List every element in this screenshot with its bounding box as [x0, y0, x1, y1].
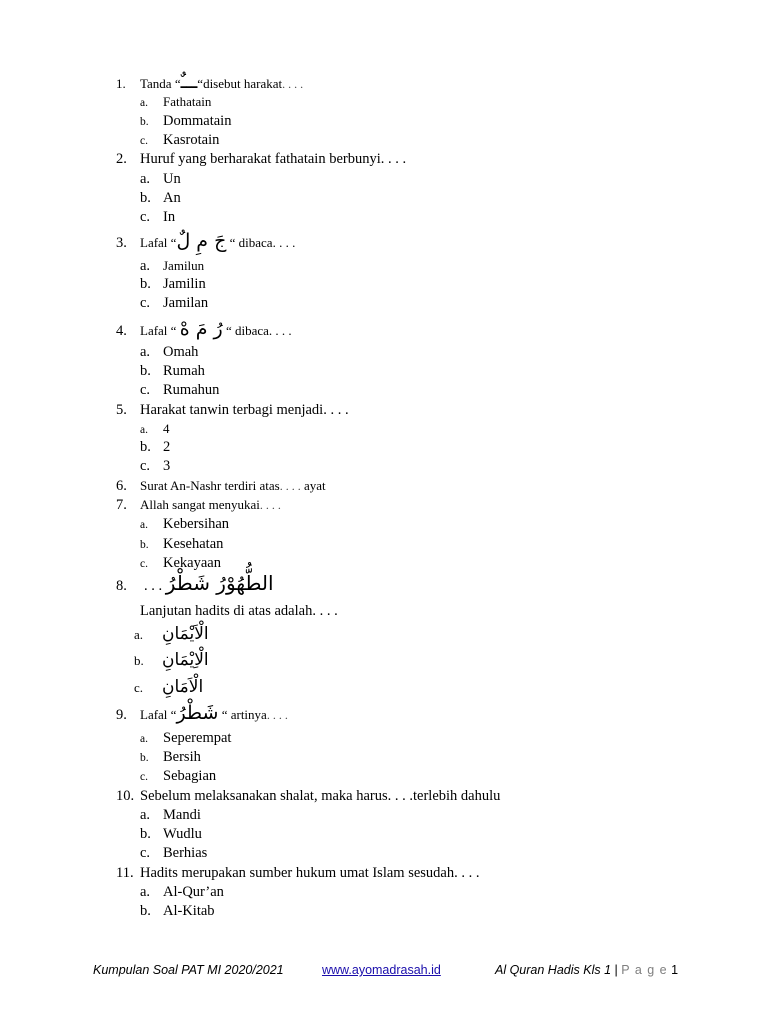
question-8-continuation: Lanjutan hadits di atas adalah. . . . [140, 603, 338, 619]
question-6 [116, 477, 326, 495]
arabic-option: الْاَمَانِ [162, 677, 204, 697]
option-letter: b. [140, 439, 151, 455]
arabic-text: الطُّهُوْرُ شَطْرُ [165, 571, 274, 595]
option-text: Jamilun [163, 258, 205, 273]
question-1 [116, 73, 303, 93]
question-7 [116, 496, 281, 514]
question-11 [116, 864, 479, 882]
option-text: Kesehatan [163, 536, 224, 552]
question-number: 3. [116, 235, 127, 251]
question-number: 8. [116, 578, 127, 594]
question-text: “ dibaca. . . . [226, 235, 296, 250]
option-text: Fathatain [163, 94, 212, 109]
option-letter: c. [140, 209, 151, 225]
option-8b [134, 647, 209, 674]
option-letter: b. [140, 190, 151, 206]
option-text: Al-Kitab [163, 903, 215, 919]
question-text: Sebelum melaksanakan shalat, maka harus. . . .terlebih dahulu [140, 788, 501, 804]
footer-subject: Al Quran Hadis Kls 1 [495, 963, 612, 977]
option-letter: c. [140, 845, 151, 861]
question-10 [116, 787, 500, 805]
option-10c [140, 844, 207, 862]
option-letter: a. [140, 344, 151, 360]
footer-page-label: P a g e [621, 963, 668, 977]
question-text: Lafal “ [140, 707, 177, 722]
option-text: Mandi [163, 807, 201, 823]
option-letter: b. [140, 116, 149, 128]
question-8 [116, 571, 274, 595]
option-text: Dommatain [163, 113, 232, 129]
option-letter: a. [140, 807, 151, 823]
arabic-option: الْاَيْمَانِ [162, 624, 209, 644]
option-letter: a. [140, 424, 148, 436]
option-text: In [163, 209, 176, 225]
question-number: 1. [116, 76, 126, 91]
option-9a [140, 729, 231, 748]
option-letter: b. [140, 363, 151, 379]
option-5b [140, 438, 170, 456]
question-number: 10. [116, 788, 135, 804]
question-number: 7. [116, 497, 127, 513]
question-text: Huruf yang berharakat fathatain berbunyi. . . . [140, 151, 407, 167]
question-number: 6. [116, 478, 127, 494]
option-letter: b. [140, 826, 151, 842]
option-text: Rumahun [163, 382, 220, 398]
option-letter: b. [134, 653, 144, 668]
question-text: Allah sangat menyukai [140, 497, 260, 512]
option-letter: b. [140, 276, 151, 292]
option-letter: b. [140, 539, 149, 551]
option-letter: a. [140, 519, 148, 531]
option-text: Rumah [163, 363, 205, 379]
arabic-option: الْاِيْمَانِ [162, 650, 209, 670]
arabic-text: رُ مَ هْ [179, 318, 223, 340]
option-3a [140, 257, 204, 275]
question-text: Tanda “ [140, 76, 181, 91]
option-letter: c. [140, 771, 148, 783]
page-number: 1 [671, 963, 679, 977]
option-letter: c. [140, 382, 151, 398]
option-2a [140, 170, 181, 188]
question-number: 5. [116, 402, 127, 418]
footer-link-wrap [322, 963, 441, 977]
question-text: Lafal “ [140, 235, 177, 250]
option-3c [140, 294, 208, 312]
question-number: 4. [116, 323, 127, 339]
option-text: Un [163, 171, 181, 187]
option-text: Kebersihan [163, 516, 230, 532]
question-text: “disebut harakat [197, 76, 283, 91]
question-dots: . . . . [282, 77, 304, 91]
option-4b [140, 362, 205, 380]
option-letter: a. [140, 884, 151, 900]
option-9c [140, 767, 216, 786]
option-9b [140, 748, 201, 767]
footer-title: Kumpulan Soal PAT MI 2020/2021 [93, 963, 284, 977]
question-number: 11. [116, 865, 134, 881]
question-5 [116, 401, 349, 419]
question-4 [116, 320, 292, 340]
option-4c [140, 381, 219, 399]
question-3 [116, 232, 295, 252]
option-letter: c. [140, 558, 148, 570]
question-number: 2. [116, 151, 127, 167]
question-text: Hadits merupakan sumber hukum umat Islam sesudah. . . . [140, 865, 480, 881]
option-text: Sebagian [163, 768, 217, 784]
question-text: Lafal “ [140, 323, 180, 338]
option-letter: b. [140, 903, 151, 919]
arabic-text: جَ مِ لٌ [176, 230, 227, 252]
option-5a [140, 420, 170, 439]
option-4a [140, 343, 198, 361]
option-letter: a. [140, 171, 151, 187]
option-text: An [163, 190, 181, 206]
option-text: 3 [163, 458, 171, 474]
option-text: Bersih [163, 749, 201, 765]
arabic-text: ـــٌ [180, 71, 198, 93]
option-10b [140, 825, 202, 843]
option-letter: b. [140, 752, 149, 764]
option-8c [134, 674, 203, 701]
option-text: 2 [163, 439, 171, 455]
option-2b [140, 189, 181, 207]
option-1c [140, 131, 219, 150]
question-dots: . . . . [259, 498, 281, 512]
option-letter: a. [134, 627, 144, 642]
option-2c [140, 208, 175, 226]
option-text: Kasrotain [163, 132, 220, 148]
option-1b [140, 112, 231, 131]
option-letter: c. [140, 135, 148, 147]
footer-right [495, 963, 678, 977]
option-letter: a. [140, 97, 148, 109]
option-8a [134, 621, 209, 648]
option-text: Omah [163, 344, 199, 360]
option-letter: c. [140, 458, 151, 474]
footer-separator: | [614, 963, 618, 977]
option-letter: c. [140, 295, 151, 311]
question-text: “ artinya [218, 707, 267, 722]
question-number: 9. [116, 707, 127, 723]
option-text: Al-Qur’an [163, 884, 224, 900]
option-1a [140, 93, 211, 112]
option-10a [140, 806, 201, 824]
option-text: Jamilin [163, 276, 206, 292]
question-text: Surat An-Nashr terdiri atas [140, 478, 280, 493]
question-2 [116, 150, 406, 168]
option-text: Seperempat [163, 730, 232, 746]
option-letter: c. [134, 680, 144, 695]
option-3b [140, 275, 206, 293]
option-text: Kekayaan [163, 555, 221, 571]
option-letter: a. [140, 258, 151, 274]
option-7b [140, 535, 223, 554]
option-text: Berhias [163, 845, 208, 861]
option-7a [140, 515, 229, 534]
question-text: “ dibaca. . . . [222, 323, 292, 338]
question-dots: . . . . [279, 479, 301, 493]
option-5c [140, 457, 170, 475]
option-text: 4 [163, 421, 170, 436]
option-11a [140, 883, 224, 901]
option-text: Wudlu [163, 826, 202, 842]
question-text: ayat [300, 478, 326, 493]
question-dots: . . . [144, 578, 163, 594]
arabic-text: شَطْرُ [176, 702, 219, 724]
option-11b [140, 902, 215, 920]
question-text: Harakat tanwin terbagi menjadi. . . . [140, 402, 349, 418]
footer-link[interactable]: www.ayomadrasah.id [322, 963, 441, 977]
option-text: Jamilan [163, 295, 209, 311]
option-letter: a. [140, 733, 148, 745]
question-dots: . . . . [266, 708, 288, 722]
question-9 [116, 704, 288, 724]
